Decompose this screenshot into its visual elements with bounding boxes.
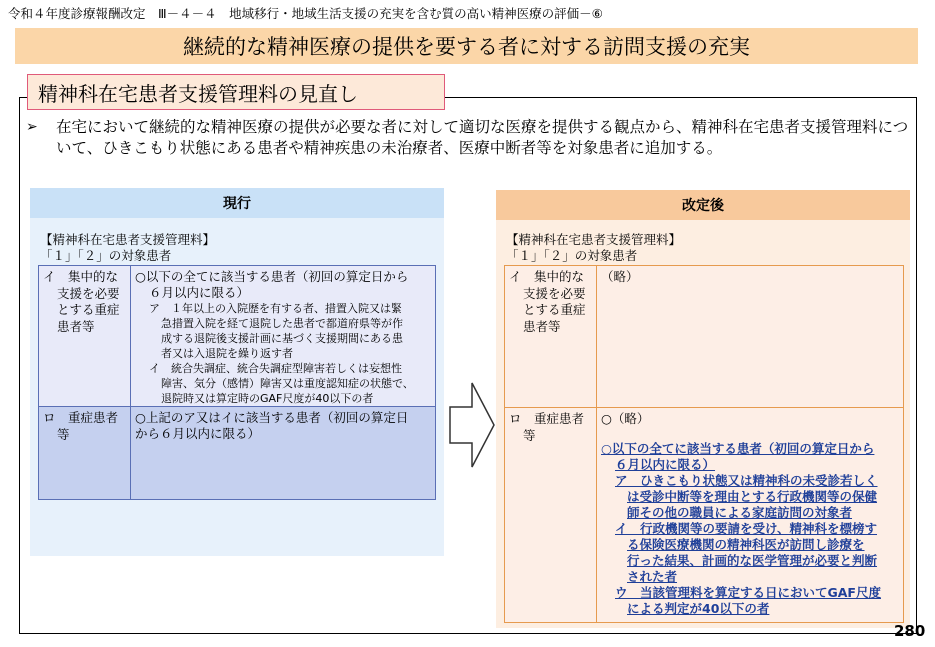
category-line: ロ 重症患者 — [43, 410, 119, 425]
revised-heading — [496, 190, 910, 220]
revised-row2-description — [597, 408, 904, 623]
table-row — [39, 266, 436, 407]
revised-row2-category — [505, 408, 597, 623]
current-row2-category — [39, 407, 131, 500]
category-line: 支援を必要 — [523, 285, 586, 301]
page-title-banner — [15, 28, 918, 64]
right-arrow-icon — [448, 380, 496, 470]
intro-paragraph — [26, 117, 911, 159]
desc-line: 者又は入退院を繰り返す者 — [161, 347, 293, 360]
desc-line: 退院時又は算定時のGAF尺度が40以下の者 — [161, 392, 374, 405]
current-heading-label: 現行 — [223, 196, 251, 212]
table-row — [505, 266, 904, 408]
desc-line: ○以下の全てに該当する患者（初回の算定日から — [135, 269, 409, 284]
current-section-title — [40, 232, 215, 264]
desc-line: ○上記のア又はイに該当する患者（初回の算定日 — [135, 410, 409, 425]
desc-line: る保険医療機関の精神科医が訪問し診療を — [627, 537, 865, 552]
current-row2-description — [131, 407, 436, 500]
desc-line: 行った結果、計画的な医学管理が必要と判断 — [627, 553, 878, 568]
subtitle-text: 精神科在宅患者支援管理料の見直し — [38, 81, 358, 106]
category-line: 支援を必要 — [57, 285, 120, 301]
desc-line: は受診中断等を理由とする行政機関等の保健 — [627, 489, 878, 504]
category-line: 等 — [523, 427, 536, 443]
desc-line: イ 統合失調症、統合失調症型障害若しくは妄想性 — [149, 362, 402, 375]
current-heading — [30, 188, 444, 218]
desc-line: 成する退院後支援計画に基づく支援期間にある患 — [161, 332, 403, 345]
current-section-title-line1: 【精神科在宅患者支援管理料】 — [40, 232, 216, 247]
desc-line: ウ 当該管理料を算定する日においてGAF尺度 — [615, 585, 881, 600]
table-row — [505, 408, 904, 623]
page-number: 280 — [894, 622, 926, 640]
revised-section-title — [506, 232, 681, 264]
revised-heading-label: 改定後 — [682, 198, 724, 214]
desc-line: ○以下の全てに該当する患者（初回の算定日から — [601, 441, 875, 456]
current-row1-category — [39, 266, 131, 407]
desc-line: 急措置入院を経て退院した患者で都道府県等が作 — [161, 317, 403, 330]
desc-line: 師その他の職員による家庭訪問の対象者 — [627, 505, 853, 520]
desc-line: 障害、気分（感情）障害又は重度認知症の状態で、 — [161, 377, 414, 390]
desc-line: ア ひきこもり状態又は精神科の未受診若しく — [615, 473, 878, 488]
page-title: 継続的な精神医療の提供を要する者に対する訪問支援の充実 — [183, 35, 750, 59]
desc-line: （略） — [601, 269, 639, 284]
category-line: ロ 重症患者 — [509, 411, 585, 426]
desc-line: による判定が40以下の者 — [627, 601, 770, 616]
category-line: 等 — [57, 426, 70, 442]
revised-section-title-line2: 「１」「２」の対象患者 — [506, 248, 638, 263]
table-row — [39, 407, 436, 500]
desc-line: された者 — [627, 569, 678, 584]
desc-line: ６月以内に限る） — [149, 285, 250, 300]
subtitle-box — [27, 74, 445, 110]
current-column — [30, 188, 444, 556]
category-line: とする重症 — [57, 302, 120, 317]
revised-column — [496, 190, 910, 628]
current-row1-description — [131, 266, 436, 407]
category-line: とする重症 — [523, 302, 586, 317]
desc-line: ６月以内に限る） — [615, 457, 716, 472]
category-line: イ 集中的な — [43, 269, 119, 284]
desc-line: ア １年以上の入院歴を有する者、措置入院又は緊 — [149, 302, 402, 315]
revised-row1-category — [505, 266, 597, 408]
category-line: 患者等 — [57, 318, 95, 334]
desc-line: イ 行政機関等の要請を受け、精神科を標榜す — [615, 521, 878, 536]
current-table — [38, 265, 436, 500]
revised-row1-description — [597, 266, 904, 408]
revised-table — [504, 265, 904, 623]
intro-text: 在宅において継続的な精神医療の提供が必要な者に対して適切な医療を提供する観点から、精神科在宅患者支援管理料について、ひきこもり状態にある患者や精神疾患の未治療者、医療中断者等を対象患者に追加する。 — [56, 118, 909, 157]
category-line: イ 集中的な — [509, 269, 585, 284]
bullet-arrow-icon: ➢ — [26, 119, 38, 135]
category-line: 患者等 — [523, 318, 561, 334]
revised-section-title-line1: 【精神科在宅患者支援管理料】 — [506, 232, 682, 247]
header-top-line: 令和４年度診療報酬改定 Ⅲ－４－４ 地域移行・地域生活支援の充実を含む質の高い精神医療の評価－⑥ — [8, 6, 603, 21]
desc-line: から６月以内に限る） — [135, 426, 261, 441]
desc-line: ○（略） — [601, 411, 650, 426]
current-section-title-line2: 「１」「２」の対象患者 — [40, 248, 172, 263]
